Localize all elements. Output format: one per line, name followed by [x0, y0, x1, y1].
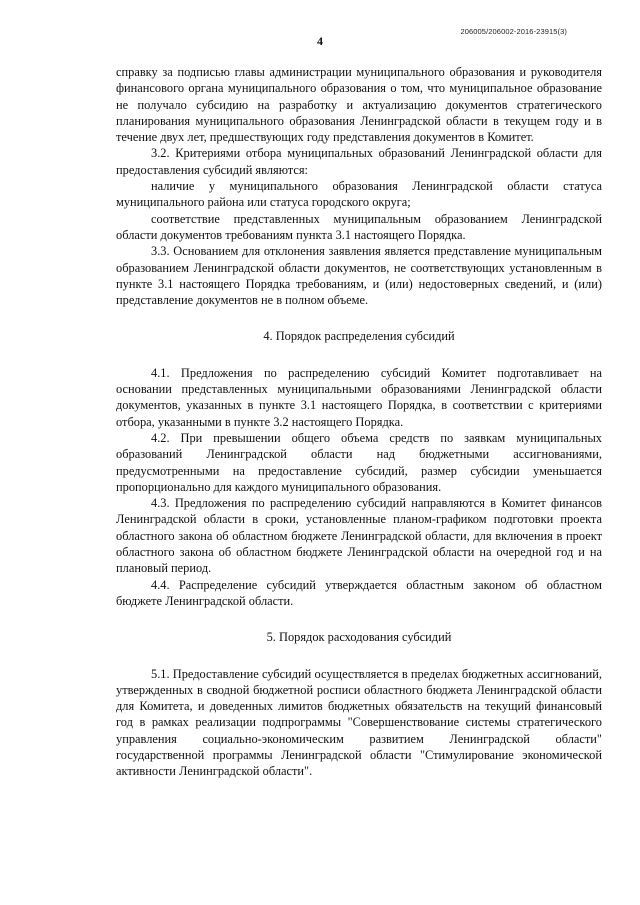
paragraph-criterion-status: наличие у муниципального образования Ленинградской области статуса муниципального района или статуса городского округа; — [116, 179, 602, 210]
section-4-title: 4. Порядок распределения субсидий — [263, 329, 455, 344]
page-number: 4 — [317, 34, 323, 48]
section-5-title: 5. Порядок расходования субсидий — [266, 630, 452, 645]
paragraph-4-2: 4.2. При превышении общего объема средств по заявкам муниципальных образований Ленинградской области над бюджетными ассигнованиями, предусмотренными на предоставление субсидий, размер субсидии уменьшается пропорционально для каждого муниципального образования. — [116, 430, 602, 494]
paragraph-4-3: 4.3. Предложения по распределению субсидий направляются в Комитет финансов Ленинградской области в сроки, установленные планом-графиком подготовки проекта областного закона об областном бюджете Ленинградской области, для включения в проект областного закона об областном бюджете Ленинградской области на очередной год и на плановый период. — [116, 496, 602, 576]
document-id: 206005/206002-2016-23915(3) — [460, 27, 567, 36]
paragraph-5-1: 5.1. Предоставление субсидий осуществляется в пределах бюджетных ассигнований, утвержденных в сводной бюджетной росписи областного бюджета Ленинградской области для Комитета, и доведенных лимитов бюджетных обязательств на текущий финансовый год в рамках реализации подпрограммы "Совершенствование системы стратегического управления социально-экономическим развитием Ленинградской области" государственной программы Ленинградской области "Стимулирование экономической активности Ленинградской области". — [116, 666, 602, 779]
paragraph-4-1: 4.1. Предложения по распределению субсидий Комитет подготавливает на основании представленных муниципальными образованиями Ленинградской области документов, указанных в пункте 3.1 настоящего Порядка, в соответствии с критериями отбора, указанными в пункте 3.2 настоящего Порядка. — [116, 365, 602, 429]
paragraph-4-4: 4.4. Распределение субсидий утверждается областным законом об областном бюджете Ленинградской области. — [116, 577, 602, 608]
paragraph-3-2: 3.2. Критериями отбора муниципальных образований Ленинградской области для предоставления субсидий являются: — [116, 146, 602, 177]
document-body — [116, 64, 602, 780]
paragraph-certificate: справку за подписью главы администрации муниципального образования и руководителя финансового органа муниципального образования о том, что муниципальное образование не получало субсидию на разработку и актуализацию документов стратегического планирования муниципального образования Ленинградской области в текущем году и в течение двух лет, предшествующих году представления документов в Комитет. — [116, 65, 602, 145]
paragraph-criterion-compliance: соответствие представленных муниципальным образованием Ленинградской области документов требованиям пункта 3.1 настоящего Порядка. — [116, 211, 602, 242]
paragraph-3-3: 3.3. Основанием для отклонения заявления является представление муниципальным образованием Ленинградской области документов, не соответствующих установленным в пункте 3.1 настоящего Порядка требованиям, и (или) недостоверных сведений, и (или) представление документов не в полном объеме. — [116, 244, 602, 308]
